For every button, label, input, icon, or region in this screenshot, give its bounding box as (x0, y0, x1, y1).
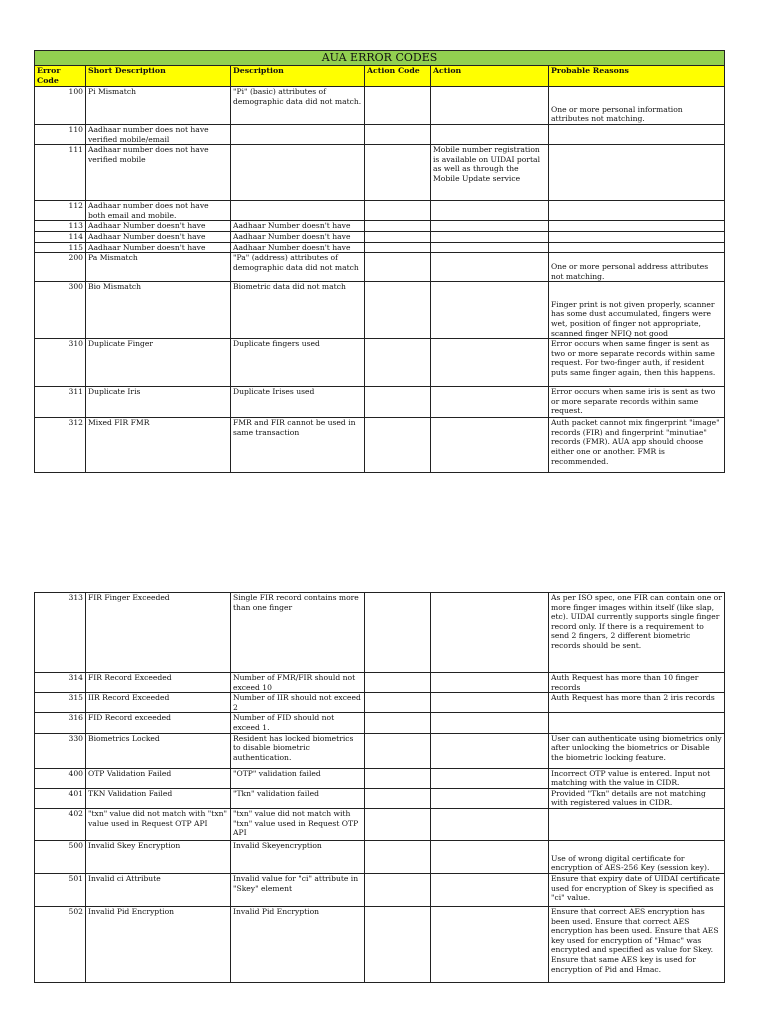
action (431, 788, 549, 808)
table-row (35, 673, 725, 693)
error-codes-table-continued (34, 592, 725, 983)
probable-reasons (549, 231, 725, 242)
short-description: "txn" value did not match with "txn" value used in Request OTP API (86, 808, 231, 840)
error-code: 502 (35, 906, 86, 982)
table-row (35, 593, 725, 673)
short-description: Duplicate Finger (86, 339, 231, 387)
probable-reasons: Provided "Tkn" details are not matching with registered values in CIDR. (549, 788, 725, 808)
description: Invalid Skeyencryption (231, 840, 365, 873)
probable-reasons (549, 201, 725, 221)
action-code (365, 145, 431, 201)
error-code: 315 (35, 693, 86, 713)
header-probable-reasons: Probable Reasons (549, 66, 725, 87)
table-row (35, 201, 725, 221)
short-description: Aadhaar number does not have verified mobile/email (86, 125, 231, 145)
probable-reasons: Auth Request has more than 2 iris records (549, 693, 725, 713)
description: "txn" value did not match with "txn" value used in Request OTP API (231, 808, 365, 840)
error-code: 400 (35, 768, 86, 788)
action (431, 282, 549, 339)
action-code (365, 840, 431, 873)
probable-reasons: Auth Request has more than 10 finger records (549, 673, 725, 693)
action (431, 873, 549, 906)
error-code: 330 (35, 733, 86, 768)
description: Aadhaar Number doesn't have (231, 231, 365, 242)
action (431, 418, 549, 473)
probable-reasons (549, 145, 725, 201)
error-code: 312 (35, 418, 86, 473)
probable-reasons: Finger print is not given properly, scanner has some dust accumulated, fingers were wet, position of finger not appropriate, scanned finger NFIQ not good (549, 282, 725, 339)
action-code (365, 253, 431, 282)
probable-reasons (549, 125, 725, 145)
description: Duplicate fingers used (231, 339, 365, 387)
header-action: Action (431, 66, 549, 87)
short-description: Invalid Skey Encryption (86, 840, 231, 873)
table-row (35, 125, 725, 145)
action-code (365, 593, 431, 673)
probable-reasons: As per ISO spec, one FIR can contain one or more finger images within itself (like slap, etc). UIDAI currently supports single finger record only. If there is a requirement to send 2 fingers, 2 different biometric records should be sent. (549, 593, 725, 673)
short-description: FID Record exceeded (86, 713, 231, 733)
probable-reasons: Auth packet cannot mix fingerprint "image" records (FIR) and fingerprint "minutiae" records (FMR). AUA app should choose either one or another. FMR is recommended. (549, 418, 725, 473)
description: Biometric data did not match (231, 282, 365, 339)
action (431, 593, 549, 673)
error-code: 111 (35, 145, 86, 201)
header-action-code: Action Code (365, 66, 431, 87)
error-code: 100 (35, 87, 86, 125)
short-description: TKN Validation Failed (86, 788, 231, 808)
probable-reasons: Ensure that expiry date of UIDAI certificate used for encryption of Skey is specified as "ci" value. (549, 873, 725, 906)
action-code (365, 713, 431, 733)
short-description: Aadhaar number does not have both email and mobile. (86, 201, 231, 221)
error-code: 300 (35, 282, 86, 339)
action-code (365, 788, 431, 808)
action-code (365, 87, 431, 125)
probable-reasons (549, 242, 725, 253)
description: Aadhaar Number doesn't have (231, 242, 365, 253)
short-description: Bio Mismatch (86, 282, 231, 339)
action (431, 808, 549, 840)
description: FMR and FIR cannot be used in same transaction (231, 418, 365, 473)
probable-reasons: One or more personal address attributes not matching. (549, 253, 725, 282)
short-description: Aadhaar Number doesn't have (86, 242, 231, 253)
probable-reasons: Error occurs when same finger is sent as two or more separate records within same request. For two-finger auth, if resident puts same finger again, then this happens. (549, 339, 725, 387)
description (231, 145, 365, 201)
action-code (365, 201, 431, 221)
description: Resident has locked biometrics to disable biometric authentication. (231, 733, 365, 768)
short-description: Pi Mismatch (86, 87, 231, 125)
table-row (35, 339, 725, 387)
short-description: FIR Finger Exceeded (86, 593, 231, 673)
error-code: 110 (35, 125, 86, 145)
description (231, 201, 365, 221)
table-row (35, 87, 725, 125)
description: Number of IIR should not exceed 2 (231, 693, 365, 713)
header-short-description: Short Description (86, 66, 231, 87)
description: "Pa" (address) attributes of demographic data did not match (231, 253, 365, 282)
action-code (365, 733, 431, 768)
action-code (365, 242, 431, 253)
action (431, 201, 549, 221)
error-code: 316 (35, 713, 86, 733)
action (431, 231, 549, 242)
description: "Pi" (basic) attributes of demographic data did not match. (231, 87, 365, 125)
error-code: 114 (35, 231, 86, 242)
error-code: 402 (35, 808, 86, 840)
table-row (35, 387, 725, 418)
action (431, 221, 549, 232)
table-row (35, 768, 725, 788)
action (431, 253, 549, 282)
table-title: AUA ERROR CODES (35, 51, 725, 66)
action (431, 906, 549, 982)
action-code (365, 906, 431, 982)
table-row (35, 906, 725, 982)
description: Invalid Pid Encryption (231, 906, 365, 982)
short-description: Mixed FIR FMR (86, 418, 231, 473)
table-row (35, 693, 725, 713)
error-code: 310 (35, 339, 86, 387)
header-error-code: Error Code (35, 66, 86, 87)
description: Number of FID should not exceed 1. (231, 713, 365, 733)
table-row (35, 840, 725, 873)
error-code: 500 (35, 840, 86, 873)
action-code (365, 873, 431, 906)
header-description: Description (231, 66, 365, 87)
error-codes-table (34, 50, 725, 473)
action (431, 840, 549, 873)
short-description: Pa Mismatch (86, 253, 231, 282)
probable-reasons: Error occurs when same iris is sent as two or more separate records within same request. (549, 387, 725, 418)
action (431, 673, 549, 693)
probable-reasons: User can authenticate using biometrics only after unlocking the biometrics or Disable the biometric locking feature. (549, 733, 725, 768)
action (431, 713, 549, 733)
table-row (35, 231, 725, 242)
action (431, 125, 549, 145)
error-code: 314 (35, 673, 86, 693)
table-row (35, 808, 725, 840)
probable-reasons: One or more personal information attributes not matching. (549, 87, 725, 125)
description: Single FIR record contains more than one finger (231, 593, 365, 673)
table-row (35, 253, 725, 282)
action: Mobile number registration is available on UIDAI portal as well as through the Mobile Update service (431, 145, 549, 201)
short-description: Biometrics Locked (86, 733, 231, 768)
probable-reasons: Incorrect OTP value is entered. Input not matching with the value in CIDR. (549, 768, 725, 788)
error-code: 112 (35, 201, 86, 221)
action-code (365, 221, 431, 232)
action-code (365, 673, 431, 693)
short-description: Aadhaar Number doesn't have (86, 231, 231, 242)
error-code: 311 (35, 387, 86, 418)
action (431, 693, 549, 713)
error-code: 200 (35, 253, 86, 282)
short-description: Aadhaar number does not have verified mobile (86, 145, 231, 201)
error-code: 113 (35, 221, 86, 232)
description: Number of FMR/FIR should not exceed 10 (231, 673, 365, 693)
probable-reasons (549, 808, 725, 840)
short-description: Invalid ci Attribute (86, 873, 231, 906)
description: "Tkn" validation failed (231, 788, 365, 808)
error-code: 401 (35, 788, 86, 808)
action-code (365, 808, 431, 840)
action-code (365, 387, 431, 418)
action-code (365, 125, 431, 145)
action-code (365, 693, 431, 713)
action-code (365, 418, 431, 473)
error-code: 313 (35, 593, 86, 673)
description: "OTP" validation failed (231, 768, 365, 788)
action (431, 339, 549, 387)
table-row (35, 788, 725, 808)
header-row (35, 66, 725, 87)
probable-reasons: Ensure that correct AES encryption has been used. Ensure that correct AES encryption has been used. Ensure that AES key used for encryption of "Hmac" was encrypted and specified as value for Skey. Ensure that same AES key is used for encryption of Pid and Hmac. (549, 906, 725, 982)
short-description: FIR Record Exceeded (86, 673, 231, 693)
table-row (35, 242, 725, 253)
probable-reasons: Use of wrong digital certificate for encryption of AES-256 Key (session key). (549, 840, 725, 873)
short-description: Invalid Pid Encryption (86, 906, 231, 982)
short-description: Aadhaar Number doesn't have (86, 221, 231, 232)
description (231, 125, 365, 145)
short-description: IIR Record Exceeded (86, 693, 231, 713)
probable-reasons (549, 221, 725, 232)
description: Invalid value for "ci" attribute in "Skey" element (231, 873, 365, 906)
table-row (35, 221, 725, 232)
short-description: OTP Validation Failed (86, 768, 231, 788)
action-code (365, 231, 431, 242)
table-row (35, 418, 725, 473)
action (431, 768, 549, 788)
table-row (35, 713, 725, 733)
table-row (35, 733, 725, 768)
table-title-row (35, 51, 725, 66)
action (431, 87, 549, 125)
short-description: Duplicate Iris (86, 387, 231, 418)
description: Aadhaar Number doesn't have (231, 221, 365, 232)
table-row (35, 145, 725, 201)
action (431, 387, 549, 418)
action-code (365, 768, 431, 788)
action-code (365, 282, 431, 339)
action-code (365, 339, 431, 387)
probable-reasons (549, 713, 725, 733)
action (431, 242, 549, 253)
error-code: 501 (35, 873, 86, 906)
table-row (35, 282, 725, 339)
description: Duplicate Irises used (231, 387, 365, 418)
error-code: 115 (35, 242, 86, 253)
table-row (35, 873, 725, 906)
action (431, 733, 549, 768)
